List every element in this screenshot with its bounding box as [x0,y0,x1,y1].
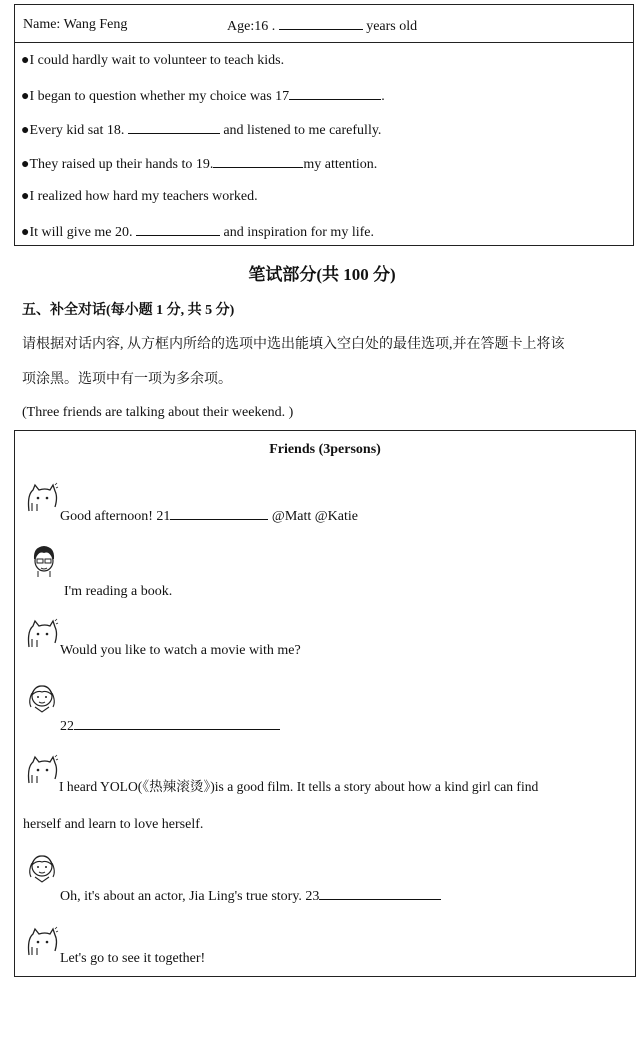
age-label [227,16,417,36]
card-line-text: I realized how hard my teachers worked. [29,189,258,204]
section-title: 笔试部分(共 100 分) [248,265,396,284]
chat-message-1 [60,506,358,526]
age-suffix: years old [366,19,418,34]
boy-avatar-icon [27,543,61,577]
age-blank[interactable] [279,16,363,30]
card-line-4 [21,154,377,174]
message-mentions: @Matt @Katie [271,509,358,524]
cat-avatar-icon [25,617,59,651]
blank-23[interactable] [319,886,441,900]
bullet-icon: ● [21,89,30,104]
part5-heading: 五、补全对话(每小题 1 分, 共 5 分) [22,303,235,318]
blank-20[interactable] [136,222,220,236]
card-line-text: I began to question whether my choice was 17 [29,89,290,104]
card-line-text: It will give me 20. [29,225,133,240]
girl-avatar-icon [25,851,59,885]
card-line-after: and inspiration for my life. [223,225,374,240]
cat-avatar-icon [25,481,59,515]
chat-message-4 [60,716,280,736]
bullet-icon: ● [21,225,30,240]
chat-message-5: I heard YOLO(《热辣滚烫》)is a good film. It tells a story about how a kind girl can find [59,779,539,794]
message-text: Oh, it's about an actor, Jia Ling's true story. 23 [60,889,320,904]
blank-18[interactable] [128,120,220,134]
card-line-5 [21,188,258,206]
chat-message-7: Let's go to see it together! [60,951,206,966]
card-line-text: They raised up their hands to 19. [29,157,214,172]
card-line-text: Every kid sat 18. [29,123,125,138]
card-line-after: . [381,89,385,104]
bullet-icon: ● [21,123,30,138]
blank-21[interactable] [170,506,268,520]
chat-message-3: Would you like to watch a movie with me? [60,643,301,658]
blank-17[interactable] [289,86,381,100]
card-line-after: and listened to me carefully. [223,123,382,138]
chat-title: Friends (3persons) [269,442,381,457]
cat-avatar-icon [25,753,59,787]
message-text: Good afternoon! 21 [60,509,171,524]
bullet-icon: ● [21,157,30,172]
info-card [14,4,634,246]
part5-instruction-2: 项涂黑。选项中有一项为多余项。 [22,372,232,387]
card-line-6 [21,222,374,242]
chat-box [14,430,636,977]
age-text: Age:16 . [227,19,276,34]
part5-instruction-1: 请根据对话内容, 从方框内所给的选项中选出能填入空白处的最佳选项,并在答题卡上将该 [22,337,565,352]
blank-22[interactable] [74,716,280,730]
chat-message-6 [60,886,441,906]
bullet-icon: ● [21,189,30,204]
chat-message-2: I'm reading a book. [64,584,173,599]
card-line-text: I could hardly wait to volunteer to teach kids. [29,53,285,68]
bullet-icon: ● [21,53,30,68]
part5-context: (Three friends are talking about their weekend. ) [22,405,294,420]
girl-avatar-icon [25,681,59,715]
card-line-3 [21,120,381,140]
cat-avatar-icon [25,925,59,959]
card-line-1 [21,52,284,70]
info-card-header [15,5,633,43]
name-label: Name: Wang Feng [23,17,128,32]
card-line-2 [21,86,385,106]
chat-message-5-cont: herself and learn to love herself. [23,817,204,832]
blank-19[interactable] [213,154,303,168]
card-line-after: my attention. [303,157,378,172]
message-text: 22 [60,719,74,734]
